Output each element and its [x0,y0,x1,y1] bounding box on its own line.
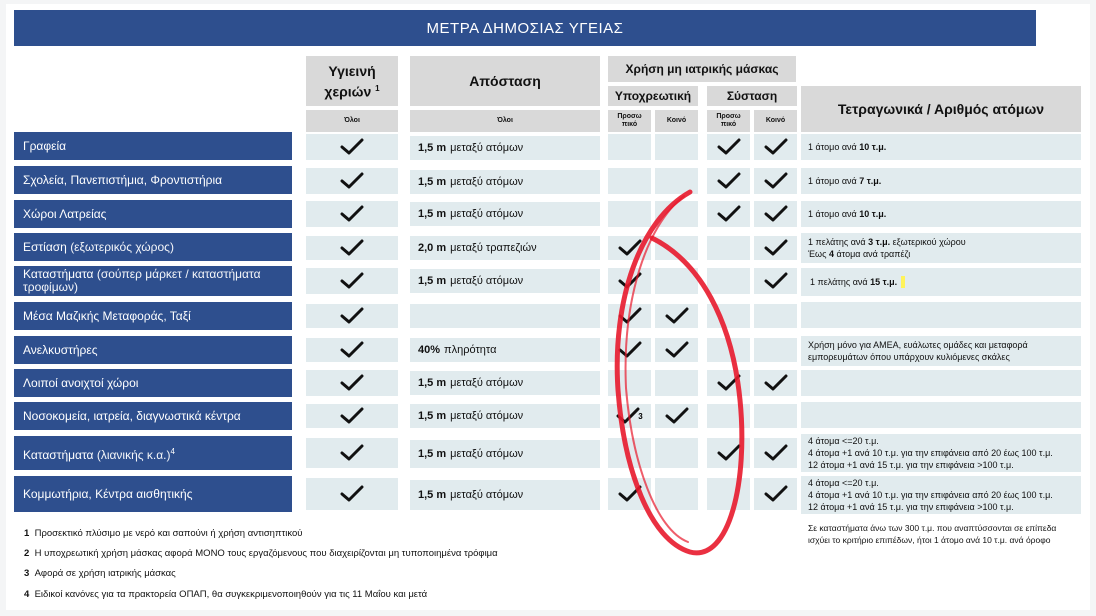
distance-value: 1,5 m [418,489,447,501]
distance-value: 1,5 m [418,208,447,220]
check-icon [764,444,788,462]
check-icon [618,272,642,290]
check-icon [764,374,788,392]
check-cell-rec-personnel [707,370,750,396]
check-cell-rec-public [754,168,797,194]
check-cell-mand-personnel [608,134,651,160]
check-cell-mand-public [655,438,698,468]
distance-cell [410,202,600,226]
square-cell [801,168,1081,194]
distance-text: μεταξύ ατόμων [450,208,524,220]
check-icon [340,172,364,190]
check-cell-mand-public [655,478,698,510]
check-cell-hygiene [306,134,398,160]
footnote-3: 3 Αφορά σε χρήση ιατρικής μάσκας [24,568,176,579]
row-label-text: Εστίαση [23,239,67,254]
distance-text: μεταξύ ατόμων [450,176,524,188]
recommended-personnel-subheader: Προσω πικό [707,110,750,132]
distance-value: 2,0 m [418,242,447,254]
check-icon [665,307,689,325]
check-cell-mand-public [655,201,698,227]
footnote-1: 1 Προσεκτικό πλύσιμο με νερό και σαπούνι ή χρήση αντισηπτικού [24,528,303,539]
check-cell-mand-public [655,236,698,260]
row-label-open-spaces [14,369,292,397]
square-cell [801,434,1081,472]
hygiene-header-text: Υγιεινή χεριών [324,62,376,100]
check-cell-rec-public [754,370,797,396]
check-icon [764,239,788,257]
distance-value: 1,5 m [418,176,447,188]
row-label-text: Καταστήματα [23,447,94,462]
check-cell-mand-public [655,370,698,396]
row-label-dining [14,233,292,261]
row-label-transport [14,302,292,330]
check-icon [340,205,364,223]
check-cell-hygiene [306,304,398,328]
row-label-elevators [14,336,292,364]
square-cell [801,402,1081,428]
row-label-extra: (εξωτερικός χώρος) [70,239,174,254]
mask-header: Χρήση μη ιατρικής μάσκας [608,56,796,82]
distance-value: 1,5 m [418,410,447,422]
row-label-hairdressers [14,476,292,512]
distance-cell [410,304,600,328]
check-cell-mand-personnel [608,438,651,468]
row-label-worship [14,200,292,228]
distance-cell [410,440,600,468]
check-icon [618,239,642,257]
square-cell [801,370,1081,396]
check-cell-hygiene [306,236,398,260]
square-cell [801,336,1081,366]
check-cell-hygiene [306,268,398,294]
check-icon [340,444,364,462]
check-cell-mand-personnel [608,370,651,396]
row-label-retail [14,436,292,470]
check-icon [717,205,741,223]
square-cell [801,201,1081,227]
distance-value: 1,5 m [418,448,447,460]
hygiene-header [306,56,398,106]
distance-cell [410,338,600,362]
page-title: ΜΕΤΡΑ ΔΗΜΟΣΙΑΣ ΥΓΕΙΑΣ [14,10,1036,46]
check-icon [665,341,689,359]
distance-text: πληρότητα [444,344,497,356]
square-line: Χρήση μόνο για ΑΜΕΑ, ευάλωτες ομάδες και μεταφορά εμπορευμάτων όπου υπάρχουν κυλιόμενες σκάλες [808,340,1028,362]
check-cell-mand-personnel [608,168,651,194]
check-cell-rec-personnel [707,304,750,328]
row-label-text: Καταστήματα [23,267,94,281]
row-label-text: Χώροι Λατρείας [23,206,107,221]
check-icon [764,272,788,290]
row-label-hospitals [14,402,292,430]
distance-cell [410,480,600,510]
distance-value: 1,5 m [418,377,447,389]
distance-cell [410,170,600,194]
footnote-2: 2 Η υποχρεωτική χρήση μάσκας αφορά ΜΟΝΟ τους εργαζόμενους που διαχειρίζονται μη τυποποιημένα τρόφιμα [24,548,498,559]
distance-value: 1,5 m [418,142,447,154]
mandatory-header: Υποχρεωτική [608,86,698,106]
square-cell [801,302,1081,328]
check-cell-mand-personnel [608,268,651,294]
footnotes [24,528,584,608]
check-cell-rec-public [754,438,797,468]
check-cell-rec-public [754,478,797,510]
square-line: 12 άτομα +1 ανά 15 τ.μ. για την επιφάνεια >100 τ.μ. [808,460,1014,470]
square-line: 4 άτομα <=20 τ.μ. [808,436,879,446]
distance-cell [410,404,600,428]
square-cell [801,233,1081,263]
check-cell-mand-public [655,338,698,362]
check-icon [764,172,788,190]
check-cell-rec-personnel [707,338,750,362]
check-cell-hygiene [306,404,398,428]
check-cell-hygiene [306,201,398,227]
check-cell-mand-public [655,404,698,428]
check-icon [618,307,642,325]
check-cell-mand-personnel [608,478,651,510]
distance-text: μεταξύ ατόμων [450,142,524,154]
square-line: 1 άτομο ανά 7 τ.μ. [808,176,882,186]
check-cell-rec-personnel [707,236,750,260]
check-cell-rec-public [754,201,797,227]
check-icon [340,138,364,156]
check-icon [340,485,364,503]
check-icon [340,307,364,325]
square-cell [801,268,1081,296]
check-cell-mand-personnel [608,201,651,227]
check-icon [618,485,642,503]
distance-text: μεταξύ ατόμων [450,448,524,460]
square-line: 4 άτομα +1 ανά 10 τ.μ. για την επιφάνεια από 20 έως 100 τ.μ. [808,448,1053,458]
check-icon [717,444,741,462]
square-line: 12 άτομα +1 ανά 15 τ.μ. για την επιφάνεια >100 τ.μ. [808,502,1014,512]
check-icon [764,138,788,156]
check-cell-mand-personnel [608,338,651,362]
distance-value: 1,5 m [418,275,447,287]
square-cell [801,476,1081,514]
row-label-text: Κομμωτήρια, Κέντρα αισθητικής [23,486,193,501]
check-icon [764,205,788,223]
check-cell-rec-public [754,338,797,362]
distance-cell [410,236,600,260]
distance-all-subheader: Όλοι [410,110,600,132]
check-icon [618,341,642,359]
highlight-mark [901,276,905,288]
check-cell-rec-personnel [707,201,750,227]
check-cell-rec-personnel [707,478,750,510]
row-label-offices [14,132,292,160]
check-cell-mand-personnel [608,236,651,260]
recommended-header: Σύσταση [707,86,797,106]
check-cell-mand-personnel [608,304,651,328]
check-icon [717,374,741,392]
square-line: 1 πελάτης ανά 15 τ.μ. [808,276,1074,289]
check-icon [717,172,741,190]
check-cell-rec-public [754,404,797,428]
check-cell-mand-personnel [608,404,651,428]
distance-text: μεταξύ ατόμων [450,489,524,501]
check-icon [665,407,689,425]
square-meters-header: Τετραγωνικά / Αριθμός ατόμων [801,86,1081,132]
square-line: 4 άτομα +1 ανά 10 τ.μ. για την επιφάνεια από 20 έως 100 τ.μ. [808,490,1053,500]
check-cell-rec-personnel [707,168,750,194]
distance-text: μεταξύ ατόμων [450,275,524,287]
check-icon [340,374,364,392]
distance-cell [410,371,600,395]
check-cell-mand-public [655,304,698,328]
check-cell-rec-personnel [707,404,750,428]
check-icon [616,407,643,425]
check-cell-rec-personnel [707,438,750,468]
row-label-text: Μέσα Μαζικής Μεταφοράς, Ταξί [23,308,191,323]
row-label-footnote-ref: 4 [170,446,175,456]
check-icon [340,341,364,359]
check-cell-hygiene [306,438,398,468]
check-cell-hygiene [306,168,398,194]
square-line: 1 άτομο ανά 10 τ.μ. [808,142,887,152]
check-cell-mand-public [655,168,698,194]
square-cell [801,134,1081,160]
check-cell-hygiene [306,478,398,510]
check-cell-rec-public [754,304,797,328]
row-label-text: Λοιποί ανοιχτοί χώροι [23,375,139,390]
check-cell-rec-personnel [707,268,750,294]
square-line: 1 άτομο ανά 10 τ.μ. [808,209,887,219]
check-cell-rec-public [754,268,797,294]
distance-header: Απόσταση [410,56,600,106]
row-label-text: Γραφεία [23,138,67,153]
distance-text: μεταξύ ατόμων [450,410,524,422]
check-icon [340,407,364,425]
row-label-extra: (σούπερ μάρκετ / καταστήματα τροφίμων) [23,267,261,294]
distance-cell [410,269,600,293]
hygiene-all-subheader: Όλοι [306,110,398,132]
check-cell-mand-public [655,268,698,294]
hygiene-footnote-ref: 1 [375,83,380,93]
check-cell-rec-personnel [707,134,750,160]
distance-value: 40% [418,344,441,356]
check-cell-hygiene [306,338,398,362]
distance-cell [410,136,600,160]
check-icon [340,239,364,257]
row-label-supermarkets [14,266,292,296]
check-cell-rec-public [754,134,797,160]
mandatory-personnel-subheader: Προσω πικό [608,110,651,132]
distance-text: μεταξύ τραπεζιών [450,242,537,254]
mandatory-public-subheader: Κοινό [655,110,698,132]
distance-text: μεταξύ ατόμων [450,377,524,389]
check-icon [764,485,788,503]
check-icon [340,272,364,290]
square-line: Έως 4 άτομα ανά τραπέζι [808,249,911,259]
row-label-extra: (λιανικής κ.α.) [96,447,171,462]
recommended-public-subheader: Κοινό [754,110,797,132]
check-cell-rec-public [754,236,797,260]
row-label-text: Ανελκυστήρες [23,342,98,357]
square-line: 4 άτομα <=20 τ.μ. [808,478,879,488]
check-cell-mand-public [655,134,698,160]
footnote-ref-3: 3 [638,411,643,421]
check-cell-hygiene [306,370,398,396]
row-label-text: Σχολεία, Πανεπιστήμια, Φροντιστήρια [23,172,223,187]
footnote-4: 4 Ειδικοί κανόνες για τα πρακτορεία ΟΠΑΠ, θα συγκεκριμενοποιηθούν για τις 11 Μαΐου και μετά [24,589,428,600]
row-label-schools [14,166,292,194]
row-label-text: Νοσοκομεία, ιατρεία, διαγνωστικά κέντρα [23,408,241,423]
extra-note: Σε καταστήματα άνω των 300 τ.μ. που αναπτύσσονται σε επίπεδα ισχύει το κριτήριο επιπέδων, ήτοι 1 άτομο ανά 10 τ.μ. ανά όροφο [808,523,1057,545]
square-line: 1 πελάτης ανά 3 τ.μ. εξωτερικού χώρου [808,237,966,247]
check-icon [717,138,741,156]
